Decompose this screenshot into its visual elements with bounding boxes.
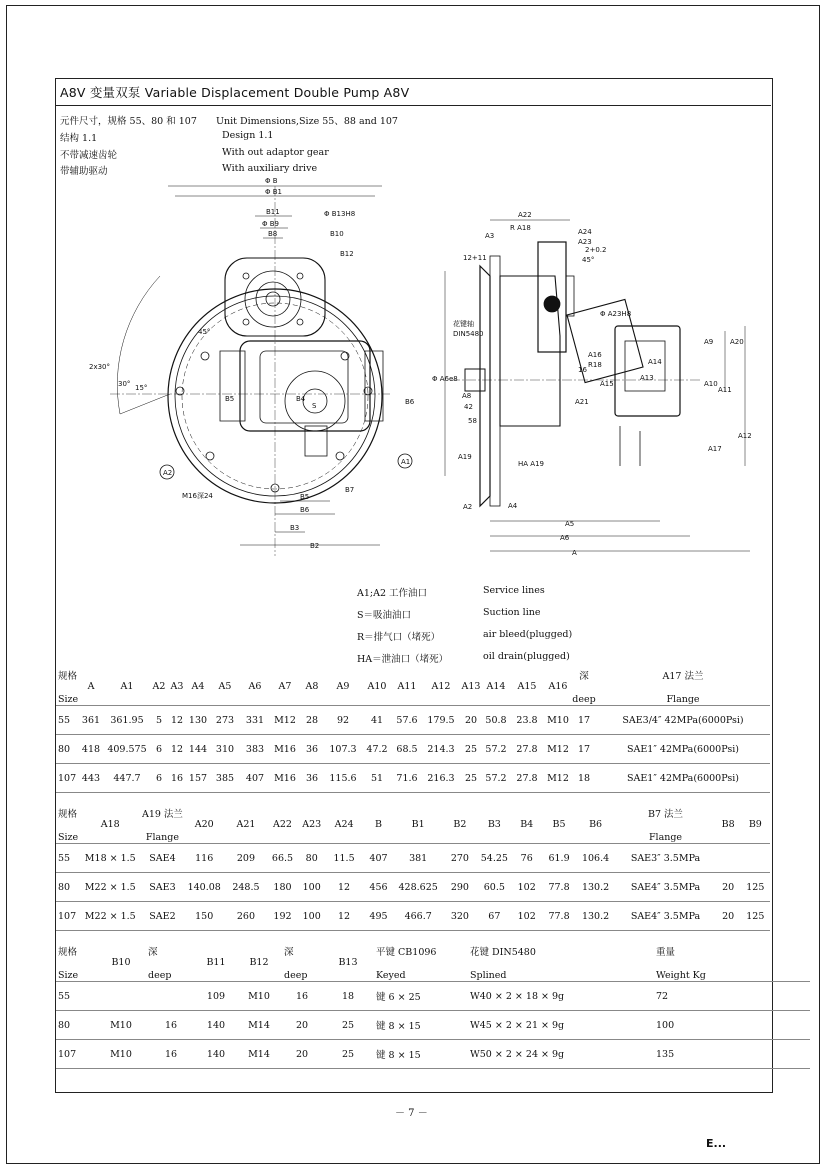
table-cell: 27.8 [510,764,544,793]
t2-col-A20: A20 [194,819,214,830]
table-cell: 443 [78,764,104,793]
table-cell: 418 [78,735,104,764]
label-M16: M16深24 [182,492,213,500]
t2-col-B8: B8 [721,819,735,830]
table-cell: SAE1″ 42MPa(6000Psi) [596,735,770,764]
label-A8: A8 [462,392,472,400]
table-row [56,844,770,873]
t2-a19-cn: A19 法兰 [141,809,183,820]
legend-cn-1: A1;A2 工作油口 [357,588,428,599]
legend-en-4: oil drain(plugged) [483,651,570,662]
table-cell: 209 [225,844,267,873]
table-cell: 214.3 [422,735,460,764]
t2-spec-en: Size [58,832,79,843]
t3-col-B12: B12 [249,957,269,968]
table-cell: 55 [56,706,78,735]
legend-en-2: Suction line [483,607,541,618]
t2-col-B5: B5 [552,819,566,830]
t2-col-B9: B9 [748,819,762,830]
page-title: A8V 变量双泵 Variable Displacement Double Pump A8V [60,85,410,100]
table-cell: 6 [150,764,168,793]
table-cell: 310 [210,735,240,764]
title-bar [55,78,771,106]
table-cell: 键 6 × 25 [374,982,468,1011]
table-cell: 77.8 [542,902,575,931]
table-cell: 61.9 [542,844,575,873]
table-cell: 331 [240,706,270,735]
table-cell: SAE3″ 3.5MPa [615,844,715,873]
label-phiB9: Φ B9 [262,220,279,228]
label-B8: B8 [268,230,278,238]
t1-col-A11: A11 [397,681,417,692]
table-cell: 248.5 [225,873,267,902]
table-cell: 12 [325,902,363,931]
table-cell: 273 [210,706,240,735]
table-cell: SAE3 [142,873,184,902]
table-cell: 36 [300,764,324,793]
table-cell: 495 [363,902,394,931]
table-row [56,902,770,931]
t1-col-A13: A13 [461,681,481,692]
table-cell: 12 [168,706,186,735]
table-cell: SAE2 [142,902,184,931]
table-cell [741,844,770,873]
t1-col-A5: A5 [218,681,232,692]
table-cell: 76 [511,844,542,873]
label-A4: A4 [508,502,518,510]
label-phiA6: Φ A6e8 [432,375,458,383]
table-cell: M18 × 1.5 [79,844,142,873]
label-phiA23: Φ A23H8 [600,310,632,318]
t1-col-A: A [87,681,95,692]
table-cell: 41 [362,706,392,735]
table-cell: 20 [716,902,741,931]
table-cell: M10 [236,982,282,1011]
t3-deep-cn: 深 [148,947,158,958]
table-cell: M22 × 1.5 [79,873,142,902]
table-cell: 107.3 [324,735,362,764]
label-58: 58 [468,417,477,425]
header-cn-4: 带辅助驱动 [60,166,108,177]
dimension-table-2 [56,806,770,931]
t2-col-B: B [375,819,382,830]
t2-col-A22: A22 [273,819,292,830]
table-cell: 71.6 [392,764,422,793]
table-cell: 109 [196,982,236,1011]
label-A: A [572,549,577,557]
table-cell: 140 [196,1040,236,1069]
table-cell: 16 [168,764,186,793]
table-cell: 290 [442,873,477,902]
table-cell: 12 [168,735,186,764]
label-B11: B11 [266,208,280,216]
table-cell: 66.5 [267,844,298,873]
table-cell: 77.8 [542,873,575,902]
table-cell: 140.08 [183,873,225,902]
table-cell: SAE3/4″ 42MPa(6000Psi) [596,706,770,735]
table-cell: 107 [56,1040,96,1069]
table-cell: 270 [442,844,477,873]
dimension-table-1 [56,668,770,793]
table-cell: 18 [322,982,374,1011]
table-cell: W45 × 2 × 21 × 9g [468,1011,654,1040]
table-cell: 20 [282,1011,322,1040]
table-cell [96,982,146,1011]
table-cell: 16 [146,1040,196,1069]
label-A12: A12 [738,432,752,440]
t3-deep2-cn: 深 [284,947,294,958]
table-cell: 116 [183,844,225,873]
table-cell: M12 [544,764,572,793]
label-B6: B6 [405,398,415,406]
label-R18: R18 [588,361,602,369]
t2-col-A23: A23 [302,819,322,830]
table-cell: 107 [56,902,79,931]
table-row [56,735,770,764]
legend-cn-2: S＝吸油油口 [357,610,412,621]
table-cell: 80 [298,844,325,873]
label-2x30: 2x30° [89,363,111,371]
label-S: S [312,402,317,410]
header-en-3: With out adaptor gear [222,147,329,158]
table-cell: SAE4 [142,844,184,873]
table-cell: 100 [298,873,325,902]
table-cell: M12 [544,735,572,764]
front-view [89,177,415,556]
table-cell: 125 [741,902,770,931]
table-cell: 102 [511,873,542,902]
table-cell: 54.25 [478,844,511,873]
table-cell: 107 [56,764,78,793]
t1-col-A14: A14 [486,681,506,692]
t3-weight-cn: 重量 [656,947,676,958]
t1-col-A8: A8 [305,681,319,692]
table-cell: 385 [210,764,240,793]
table-cell: 23.8 [510,706,544,735]
t3-deep-en: deep [148,970,172,981]
t1-col-A3: A3 [170,681,184,692]
legend-en-1: Service lines [483,585,545,596]
table-cell: 6 [150,735,168,764]
table-cell: 100 [654,1011,810,1040]
label-A14: A14 [648,358,662,366]
label-12: 12+11 [463,254,487,262]
label-A13: A13 [640,374,654,382]
table-cell: M10 [96,1040,146,1069]
label-din: DIN5480 [453,330,484,338]
table-cell: SAE1″ 42MPa(6000Psi) [596,764,770,793]
t3-splined-en: Splined [470,970,507,981]
legend-cn-4: HA＝泄油口（堵死） [357,654,449,665]
table-cell: 447.7 [104,764,150,793]
table-cell: 179.5 [422,706,460,735]
corner-mark: E... [706,1137,727,1150]
table-cell: 92 [324,706,362,735]
table-cell: 102 [511,902,542,931]
t1-flange-cn: A17 法兰 [662,671,704,682]
table-cell: 125 [741,873,770,902]
t1-deep-en: deep [572,694,596,705]
table-cell: W40 × 2 × 18 × 9g [468,982,654,1011]
t1-deep-cn: 深 [579,671,589,682]
table-cell: 20 [282,1040,322,1069]
table-cell: 36 [300,735,324,764]
table-cell: 57.6 [392,706,422,735]
t3-deep2-en: deep [284,970,308,981]
side-view [432,211,752,557]
label-A1: A1 [401,458,411,466]
table-cell: 466.7 [394,902,442,931]
table-cell: 18 [572,764,596,793]
table-cell [146,982,196,1011]
table-cell: 55 [56,982,96,1011]
table-cell: 57.2 [482,735,510,764]
label-A2b: A2 [463,503,473,511]
header-en-4: With auxiliary drive [222,163,318,174]
label-A10: A10 [704,380,718,388]
table-cell: 键 8 × 15 [374,1040,468,1069]
table-cell: 25 [322,1040,374,1069]
label-A23: A23 [578,238,592,246]
t2-col-B1: B1 [411,819,425,830]
table-cell: W50 × 2 × 24 × 9g [468,1040,654,1069]
t3-col-B13: B13 [338,957,358,968]
table-cell: 428.625 [394,873,442,902]
t3-col-B10: B10 [111,957,131,968]
table-cell: 68.5 [392,735,422,764]
header-en-2: Design 1.1 [222,130,274,141]
header-en-1: Unit Dimensions,Size 55、88 and 107 [216,116,398,127]
table-cell: 60.5 [478,873,511,902]
label-phiB: Φ B [265,177,278,185]
label-15: 15° [135,384,148,392]
t3-weight-en: Weight Kg [656,970,706,981]
t2-a19-en: Flange [145,832,180,843]
dimension-table-3 [56,944,810,1069]
table-cell: M10 [96,1011,146,1040]
t3-keyed-cn: 平键 CB1096 [376,947,437,958]
table-cell: 27.8 [510,735,544,764]
table-cell: 20 [716,873,741,902]
page-number: － 7 － [395,1108,428,1119]
t1-col-A2: A2 [152,681,166,692]
table-cell: M14 [236,1040,282,1069]
label-A24: A24 [578,228,592,236]
label-B7: B7 [345,486,355,494]
table-cell: 57.2 [482,764,510,793]
table-cell: 130 [186,706,210,735]
label-B3: B3 [290,524,300,532]
table-cell: M12 [270,706,300,735]
table-cell: 407 [363,844,394,873]
label-A22: A22 [518,211,532,219]
label-A6: A6 [560,534,570,542]
table-row [56,982,810,1011]
table-cell: 72 [654,982,810,1011]
label-A21: A21 [575,398,589,406]
table-cell: 144 [186,735,210,764]
label-42: 42 [464,403,473,411]
label-phiB1: Φ B1 [265,188,282,196]
table-cell: M10 [544,706,572,735]
t2-col-B6: B6 [589,819,603,830]
table-cell: 361 [78,706,104,735]
table-cell: 381 [394,844,442,873]
label-HAA19: HA A19 [518,460,544,468]
t1-col-A6: A6 [248,681,262,692]
t3-col-B11: B11 [206,957,226,968]
label-phiB13H8: Φ B13H8 [324,210,356,218]
table-cell: 409.575 [104,735,150,764]
label-A15: A15 [600,380,614,388]
label-A20: A20 [730,338,744,346]
t1-col-A1: A1 [120,681,134,692]
header-cn-1: 元件尺寸，规格 55、80 和 107 [60,116,197,127]
label-A19: A19 [458,453,472,461]
label-A17: A17 [708,445,722,453]
table-row [56,1040,810,1069]
header-cn-2: 结构 1.1 [60,133,98,144]
table-cell: 17 [572,706,596,735]
table-cell: 67 [478,902,511,931]
table-cell: 130.2 [576,873,616,902]
label-B10: B10 [330,230,344,238]
label-45b: 45° [582,256,595,264]
label-16: 16 [578,366,587,374]
table-cell: SAE4″ 3.5MPa [615,873,715,902]
label-B4: B4 [296,395,306,403]
table-cell: 28 [300,706,324,735]
legend-cn-3: R＝排气口（堵死） [357,632,441,643]
label-B6b: B6 [300,506,310,514]
t1-col-A7: A7 [278,681,292,692]
table-cell: 25 [460,764,482,793]
label-B2: B2 [310,542,320,550]
table-cell: 25 [322,1011,374,1040]
t3-splined-cn: 花键 DIN5480 [470,947,536,958]
table-cell: 150 [183,902,225,931]
table-row [56,764,770,793]
t2-b7-cn: B7 法兰 [647,809,684,820]
table-cell: 51 [362,764,392,793]
t3-keyed-en: Keyed [376,970,406,981]
table-cell: 456 [363,873,394,902]
table-cell: 115.6 [324,764,362,793]
table-cell: 407 [240,764,270,793]
label-A2: A2 [163,469,173,477]
label-deg45: 45° [198,328,211,336]
t1-flange-en: Flange [666,694,700,705]
t1-col-A15: A15 [517,681,537,692]
label-2plus: 2+0.2 [585,246,607,254]
table-cell: 80 [56,735,78,764]
label-B12: B12 [340,250,354,258]
table-cell: 50.8 [482,706,510,735]
table-cell: 157 [186,764,210,793]
header-cn-3: 不带减速齿轮 [60,150,118,161]
table-cell: 216.3 [422,764,460,793]
t3-spec-cn: 规格 [58,947,78,958]
label-spline: 花键轴 [453,320,474,328]
t2-col-B2: B2 [453,819,467,830]
pump-drawing [60,176,760,576]
table-cell: 320 [442,902,477,931]
table-cell: 135 [654,1040,810,1069]
t2-spec-cn: 规格 [58,809,78,820]
t2-b7-en: Flange [648,832,683,843]
t1-spec-en: Size [58,694,78,705]
table-row [56,706,770,735]
table-cell: M16 [270,735,300,764]
t1-col-A16: A16 [548,681,568,692]
t1-col-A12: A12 [431,681,451,692]
table-cell: M22 × 1.5 [79,902,142,931]
label-A3: A3 [485,232,495,240]
table-cell: 16 [146,1011,196,1040]
label-B5b: B5 [300,493,310,501]
t1-spec-cn: 规格 [58,671,78,682]
table-cell [716,844,741,873]
t1-col-A10: A10 [367,681,387,692]
table-cell: 25 [460,735,482,764]
table-cell: 106.4 [576,844,616,873]
t2-col-A18: A18 [100,819,120,830]
table-cell: 47.2 [362,735,392,764]
legend-en-3: air bleed(plugged) [483,629,573,640]
table-cell: 361.95 [104,706,150,735]
table-row [56,873,770,902]
label-A5: A5 [565,520,575,528]
t2-col-A21: A21 [236,819,256,830]
table-row [56,1011,810,1040]
label-A11: A11 [718,386,732,394]
table-cell: 192 [267,902,298,931]
table-cell: 80 [56,1011,96,1040]
table-cell: 383 [240,735,270,764]
table-cell: 5 [150,706,168,735]
label-30: 30° [118,380,131,388]
table-cell: 180 [267,873,298,902]
table-cell: 140 [196,1011,236,1040]
table-cell: SAE4″ 3.5MPa [615,902,715,931]
table-cell: M16 [270,764,300,793]
table-cell: 260 [225,902,267,931]
t1-col-A4: A4 [191,681,205,692]
t2-col-B4: B4 [520,819,534,830]
table-cell: 80 [56,873,79,902]
t3-spec-en: Size [58,970,79,981]
table-cell: M14 [236,1011,282,1040]
label-B5: B5 [225,395,235,403]
label-A9: A9 [704,338,714,346]
table-cell: 12 [325,873,363,902]
t1-col-A9: A9 [336,681,350,692]
table-cell: 55 [56,844,79,873]
label-RA18: R A18 [510,224,531,232]
label-A16: A16 [588,351,602,359]
table-cell: 20 [460,706,482,735]
t2-col-B3: B3 [487,819,501,830]
table-cell: 130.2 [576,902,616,931]
table-cell: 16 [282,982,322,1011]
table-cell: 100 [298,902,325,931]
table-cell: 键 8 × 15 [374,1011,468,1040]
table-cell: 17 [572,735,596,764]
t2-col-A24: A24 [334,819,354,830]
table-cell: 11.5 [325,844,363,873]
